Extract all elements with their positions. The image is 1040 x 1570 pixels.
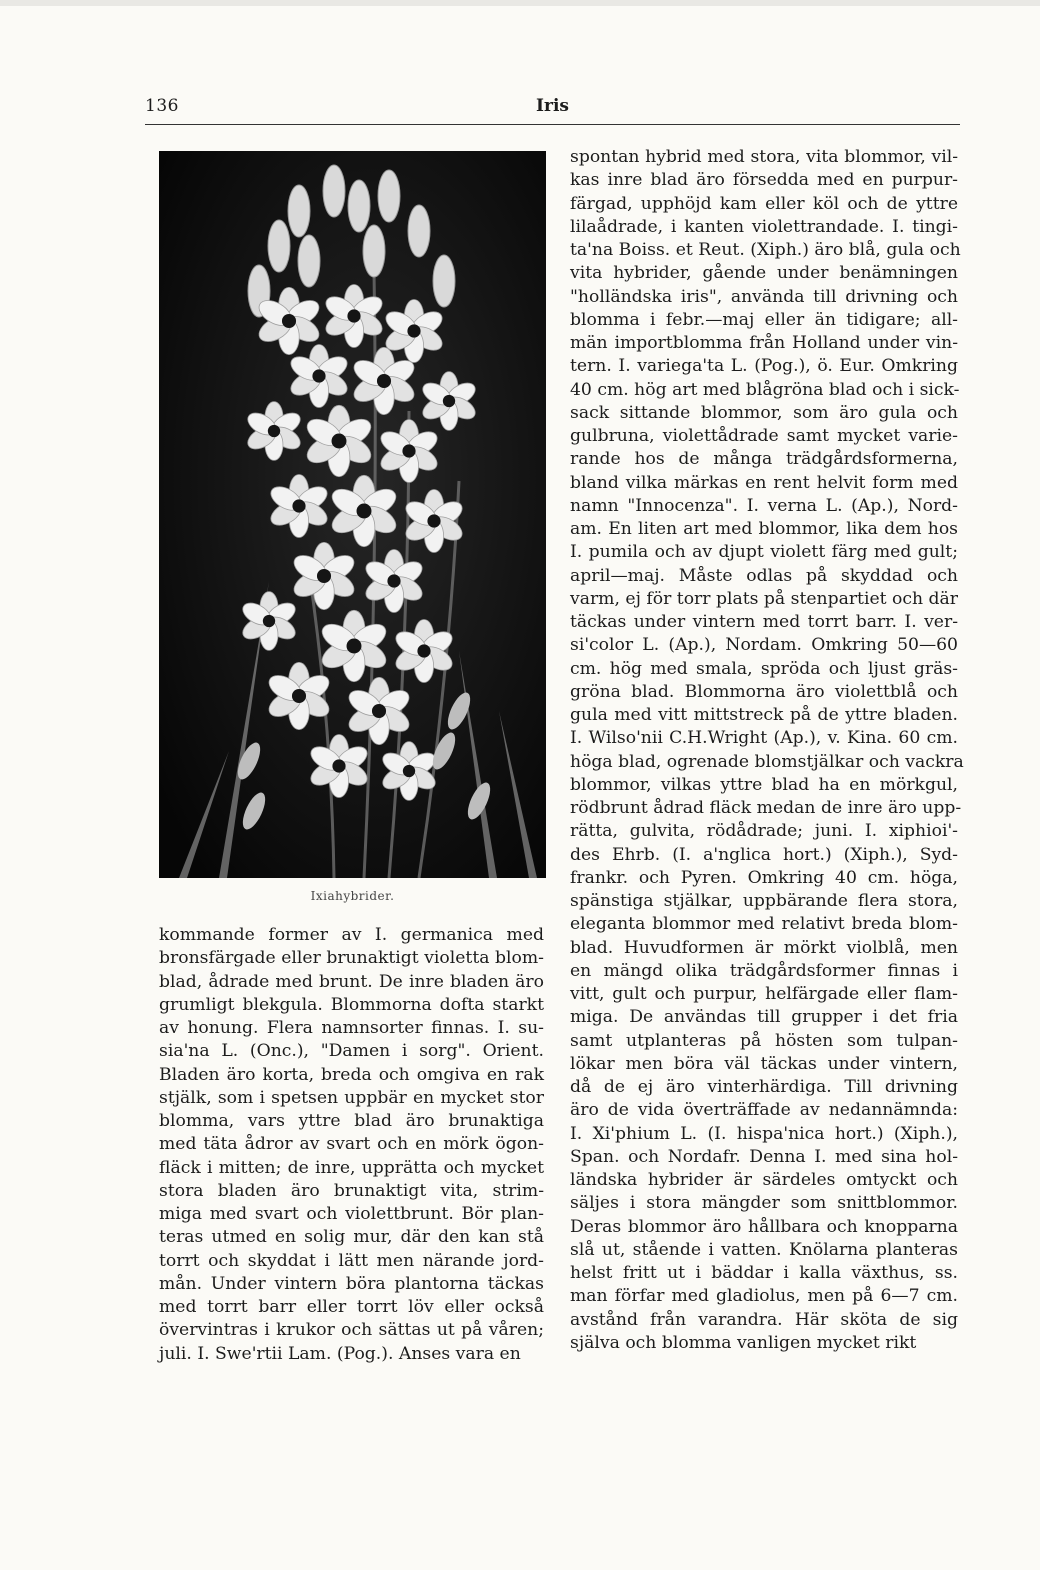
text-line: namn "Innocenza". I. verna L. (Ap.), Nord- [570, 495, 958, 516]
text-line: mån. Under vintern böra plantorna täckas [159, 1273, 544, 1294]
flower-eye [377, 374, 391, 388]
flower-eye [332, 434, 347, 449]
flower-eye [292, 689, 306, 703]
flower-bud [363, 225, 385, 277]
flower-eye [427, 514, 440, 527]
flower-eye [263, 615, 275, 627]
flower-bud [433, 255, 455, 307]
text-line: rätta, gulvita, rödådrade; juni. I. xiphioi'- [570, 821, 958, 842]
flower-bud [378, 170, 400, 222]
text-line: am. En liten art med blommor, lika dem hos [570, 519, 958, 539]
text-line: själva och blomma vanligen mycket rikt [570, 1332, 917, 1353]
text-line: en mängd olika trädgårdsformer finnas i [570, 960, 958, 981]
text-line: Bladen äro korta, breda och omgiva en rak [159, 1064, 544, 1085]
text-line: då de ej äro vinterhärdiga. Till drivning [570, 1077, 958, 1097]
text-line: blad, ådrade med brunt. De inre bladen äro [159, 971, 544, 992]
text-line: spänstiga stjälkar, uppbärande flera stora, [570, 891, 958, 911]
flower-eye [332, 759, 345, 772]
text-line: Deras blommor äro hållbara och knopparna [570, 1216, 958, 1237]
flower-illustration [159, 151, 546, 878]
flower-eye [387, 574, 400, 587]
flower-bud [268, 220, 290, 272]
text-line: stora bladen äro brunaktigt vita, strim- [159, 1180, 544, 1201]
text-line: cm. hög med smala, spröda och ljust gräs- [570, 658, 958, 679]
text-line: gröna blad. Blommorna äro violettblå och [570, 681, 958, 702]
left-text-column [159, 924, 544, 1366]
text-line: teras utmed en solig mur, där den kan stå [159, 1227, 544, 1248]
text-line: rande hos de många trädgårdsformerna, [570, 449, 958, 470]
flower-bud [408, 205, 430, 257]
text-line: färgad, upphöjd kam eller köl och de yttre [570, 193, 958, 214]
page-header [145, 96, 960, 124]
text-line: kas inre blad äro försedda med en purpur- [570, 170, 958, 191]
text-line: april—maj. Måste odlas på skyddad och [570, 565, 958, 586]
figure-caption: Ixiahybrider. [310, 889, 395, 903]
text-line: lökar men böra väl täckas under vintern, [570, 1053, 958, 1074]
text-line: eleganta blommor med relativt breda blom- [570, 914, 958, 935]
flower-eye [282, 314, 296, 328]
text-line: avstånd från varandra. Här sköta de sig [570, 1309, 958, 1330]
text-line: bland vilka märkas en rent helvit form med [570, 472, 958, 493]
text-line: si'color L. (Ap.), Nordam. Omkring 50—60 [570, 635, 958, 656]
text-line: blomma, vars yttre blad äro brunaktiga [159, 1111, 544, 1131]
text-line: sack sittande blommor, som äro gula och [570, 402, 958, 423]
flower-eye [312, 369, 325, 382]
text-line: torrt och skyddat i lätt men närande jord- [159, 1250, 544, 1271]
text-line: spontan hybrid med stora, vita blommor, vil- [570, 147, 958, 167]
text-line: vita hybrider, gående under benämningen [570, 263, 958, 284]
text-line: ta'na Boiss. et Reut. (Xiph.) äro blå, gula och [570, 240, 961, 260]
text-line: kommande former av I. germanica med [159, 925, 544, 945]
flower-eye [292, 499, 305, 512]
text-line: Span. och Nordafr. Denna I. med sina hol- [570, 1146, 958, 1167]
text-line: miga med svart och violettbrunt. Bör plan- [159, 1204, 544, 1224]
text-line: fläck i mitten; de inre, upprätta och mycket [159, 1157, 544, 1178]
header-rule [145, 124, 960, 125]
text-line: I. Wilso'nii C.H.Wright (Ap.), v. Kina. 60 cm. [570, 728, 958, 749]
text-line: tern. I. variega'ta L. (Pog.), ö. Eur. Omkring [570, 356, 958, 377]
text-line: man förfar med gladiolus, men på 6—7 cm. [570, 1286, 958, 1307]
flower-eye [407, 324, 420, 337]
text-line: blommor, vilkas yttre blad ha en mörkgul, [570, 774, 958, 795]
text-line: bronsfärgade eller brunaktigt violetta blom- [159, 948, 544, 969]
text-line: miga. De användas till grupper i det fria [570, 1007, 958, 1028]
text-line: sia'na L. (Onc.), "Damen i sorg". Orient. [159, 1041, 544, 1062]
running-title: Iris [536, 96, 569, 116]
flower-eye [268, 425, 280, 437]
flower-eye [317, 569, 331, 583]
text-line: säljes i stora mängder som snittblommor. [570, 1193, 958, 1214]
page-top-edge [0, 0, 1040, 6]
text-line: varm, ej för torr plats på stenpartiet och där [570, 588, 958, 609]
flower-eye [403, 765, 415, 777]
flower-eye [357, 504, 372, 519]
text-line: ländska hybrider är särdeles omtyckt och [570, 1170, 958, 1190]
flower-eye [402, 444, 415, 457]
page-number: 136 [145, 96, 179, 116]
flower-bud [298, 235, 320, 287]
text-line: rödbrunt ådrad fläck medan de inre äro upp- [570, 798, 962, 818]
text-line: I. Xi'phium L. (I. hispa'nica hort.) (Xiph.), [570, 1123, 958, 1144]
text-line: helst fritt ut i bäddar i kalla växthus, ss. [570, 1263, 958, 1283]
flower-bud [323, 165, 345, 217]
flower-eye [347, 309, 360, 322]
text-line: blomma i febr.—maj eller än tidigare; all- [570, 309, 958, 330]
text-line: "holländska iris", använda till drivning och [570, 286, 958, 307]
text-line: av honung. Flera namnsorter finnas. I. su- [159, 1018, 544, 1038]
flower-eye [347, 639, 362, 654]
text-line: blad. Huvudformen är mörkt violblå, men [570, 937, 958, 958]
text-line: grumligt blekgula. Blommorna dofta starkt [159, 994, 544, 1015]
flower-bud [348, 180, 370, 232]
text-line: slå ut, stående i vatten. Knölarna planteras [570, 1239, 958, 1260]
text-line: övervintras i krukor och sättas ut på våren; [159, 1320, 544, 1341]
text-line: juli. I. Swe'rtii Lam. (Pog.). Anses vara en [159, 1343, 521, 1364]
text-line: med torrt barr eller torrt löv eller också [159, 1297, 544, 1317]
text-line: stjälk, som i spetsen uppbär en mycket stor [159, 1087, 544, 1108]
text-line: med täta ådror av svart och en mörk ögon- [159, 1134, 544, 1155]
text-line: lilaådrade, i kanten violettrandade. I. tingi- [570, 216, 958, 237]
flower-eye [417, 644, 430, 657]
right-text-column [570, 146, 964, 1355]
text-line: I. pumila och av djupt violett färg med gult; [570, 542, 958, 563]
text-line: äro de vida överträffade av nedannämnda: [570, 1100, 958, 1121]
text-line: des Ehrb. (I. a'nglica hort.) (Xiph.), Syd- [570, 844, 958, 865]
flower-bud [288, 185, 310, 237]
text-line: gula med vitt mittstreck på de yttre bladen. [570, 705, 958, 725]
text-line: män importblomma från Holland under vin- [570, 333, 958, 353]
text-line: höga blad, ogrenade blomstjälkar och vackra [570, 751, 964, 772]
text-line: vitt, gult och purpur, helfärgade eller flam- [570, 984, 958, 1004]
ixia-photograph [159, 151, 546, 878]
flower-eye [372, 704, 386, 718]
flower-eye [443, 395, 455, 407]
text-line: samt utplanteras på hösten som tulpan- [570, 1030, 958, 1051]
text-line: täckas under vintern med torrt barr. I. ver- [570, 612, 958, 632]
text-line: gulbruna, violettådrade samt mycket varie- [570, 426, 958, 446]
text-line: 40 cm. hög art med blågröna blad och i sick- [570, 379, 960, 400]
text-line: frankr. och Pyren. Omkring 40 cm. höga, [570, 867, 958, 888]
